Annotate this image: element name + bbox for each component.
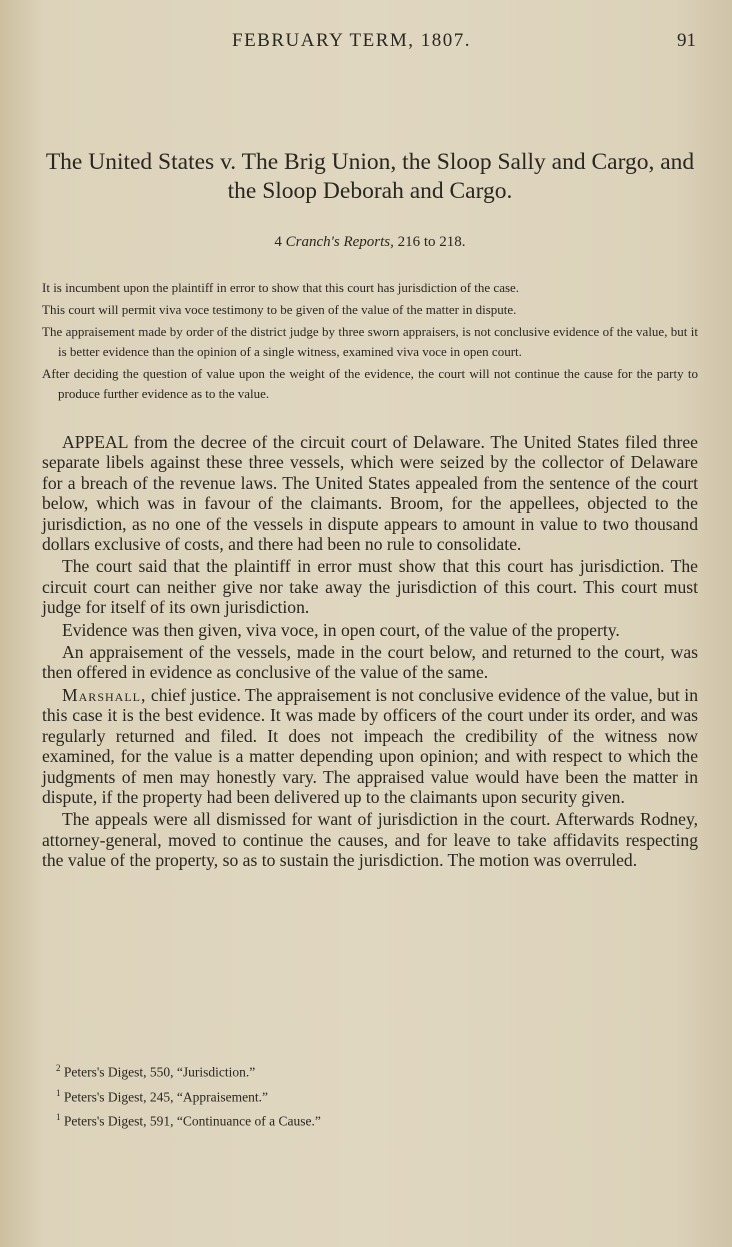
footnote [42,1107,698,1132]
footnote [42,1083,698,1108]
paragraph-evidence: Evidence was then given, viva voce, in open court, of the value of the property. [62,619,620,640]
footnote-mark: 1 [56,1087,61,1098]
paragraph-marshall [42,685,698,807]
citation-pages: 216 to 218. [397,234,466,250]
headnote: It is incumbent upon the plaintiff in error to show that this court has jurisdiction of the case. [42,280,520,295]
justice-name: Marshall, [62,684,147,705]
marshall-text: chief justice. The appraisement is not conclusive evidence of the value, but in this case it is the best evidence. It was made by officers of the court under its order, and was regularly returned and filed. It does not impeach the credibility of the witness now examined, for the value is a matter depending upon opinion; and with respect to which the judgments of men may honestly vary. The appraised value would have been the matter in dispute, if the property had been delivered up to the claimants upon security given. [42,684,698,807]
running-head [42,30,696,56]
footnote-text: Peters's Digest, 550, “Jurisdiction.” [60,1064,256,1080]
citation-reporter: Cranch's Reports, [285,234,394,250]
footnote-text: Peters's Digest, 591, “Continuance of a Cause.” [60,1113,321,1129]
paragraph-dismissal: The appeals were all dismissed for want of jurisdiction in the court. Afterwards Rodney, attorney-general, moved to continue the causes, and for leave to take affidavits respecting the value of the property, so as to sustain the jurisdiction. The motion was overruled. [42,809,698,871]
footnote-mark: 1 [56,1112,61,1122]
headnote: After deciding the question of value upon the weight of the evidence, the court will not continue the cause for the party to produce further evidence as to the value. [42,366,698,401]
case-title: The United States v. The Brig Union, the Sloop Sally and Cargo, and the Sloop Deborah and Cargo. [45,149,695,204]
opinion-body [42,432,698,873]
paragraph-appeal [42,432,698,554]
headnote: This court will permit viva voce testimony to be given of the value of the matter in dispute. [42,302,517,317]
footnote [42,1058,698,1083]
footnote-text: Peters's Digest, 245, “Appraisement.” [60,1089,269,1104]
appeal-lead: APPEAL [62,432,128,452]
citation [42,234,698,251]
appeal-text: from the decree of the circuit court of Delaware. The United States filed three separate libels against these three vessels, which were seized by the collector of Delaware for a breach of the revenue laws. The United States appealed from the sentence of the court below, which was in favour of the claimants. Broom, for the appellees, objected to the jurisdiction, as no one of the vessels in dispute appears to amount in value to two thousand dollars exclusive of costs, and there had been no rule to consolidate. [42,432,698,555]
headnote: The appraisement made by order of the district judge by three sworn appraisers, is not conclusive evidence of the value, but it is better evidence than the opinion of a single witness, examined viva voce in open court. [42,324,698,359]
page-number: 91 [677,30,696,51]
paragraph-jurisdiction: The court said that the plaintiff in error must show that this court has jurisdiction. The circuit court can neither give nor take away the jurisdiction of this court. This court must judge for itself of its own jurisdiction. [42,556,698,618]
running-title: FEBRUARY TERM, 1807. [232,30,472,51]
paragraph-appraisement: An appraisement of the vessels, made in the court below, and returned to the court, was then offered in evidence as conclusive of the value of the same. [42,642,698,683]
headnotes [42,278,698,406]
footnote-mark: 2 [56,1063,61,1073]
citation-volume: 4 [274,234,282,250]
footnotes [42,1058,698,1132]
